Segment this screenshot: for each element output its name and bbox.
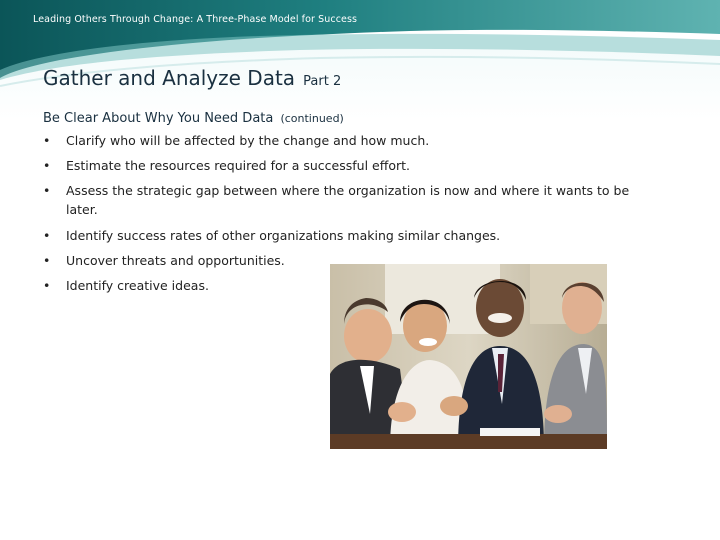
slide-title [43,66,341,90]
bullet-icon: • [43,228,51,243]
course-title: Leading Others Through Change: A Three-Phase Model for Success [33,14,358,25]
slide-title-part: Part 2 [303,74,342,89]
bullet-text: Uncover threats and opportunities. [66,253,285,268]
bullet-icon: • [43,183,51,198]
bullet-icon: • [43,133,51,148]
bullet-item [43,131,663,150]
bullet-text: Estimate the resources required for a successful effort. [66,158,410,173]
section-subheading [43,107,344,126]
team-meeting-photo [330,264,607,449]
bullet-icon: • [43,253,51,268]
bullet-text: Assess the strategic gap between where the organization is now and where it wants to be later. [66,183,630,217]
bullet-text: Identify success rates of other organizations making similar changes. [66,228,501,243]
bullet-text: Clarify who will be affected by the change and how much. [66,133,430,148]
bullet-item [43,156,663,175]
bullet-text: Identify creative ideas. [66,278,209,293]
slide-title-main: Gather and Analyze Data [43,66,296,90]
bullet-item [43,226,663,245]
bullet-item [43,181,655,219]
bullet-icon: • [43,158,51,173]
bullet-icon: • [43,278,51,293]
subheading-text: Be Clear About Why You Need Data [43,111,274,126]
subheading-continued: (continued) [280,112,344,125]
